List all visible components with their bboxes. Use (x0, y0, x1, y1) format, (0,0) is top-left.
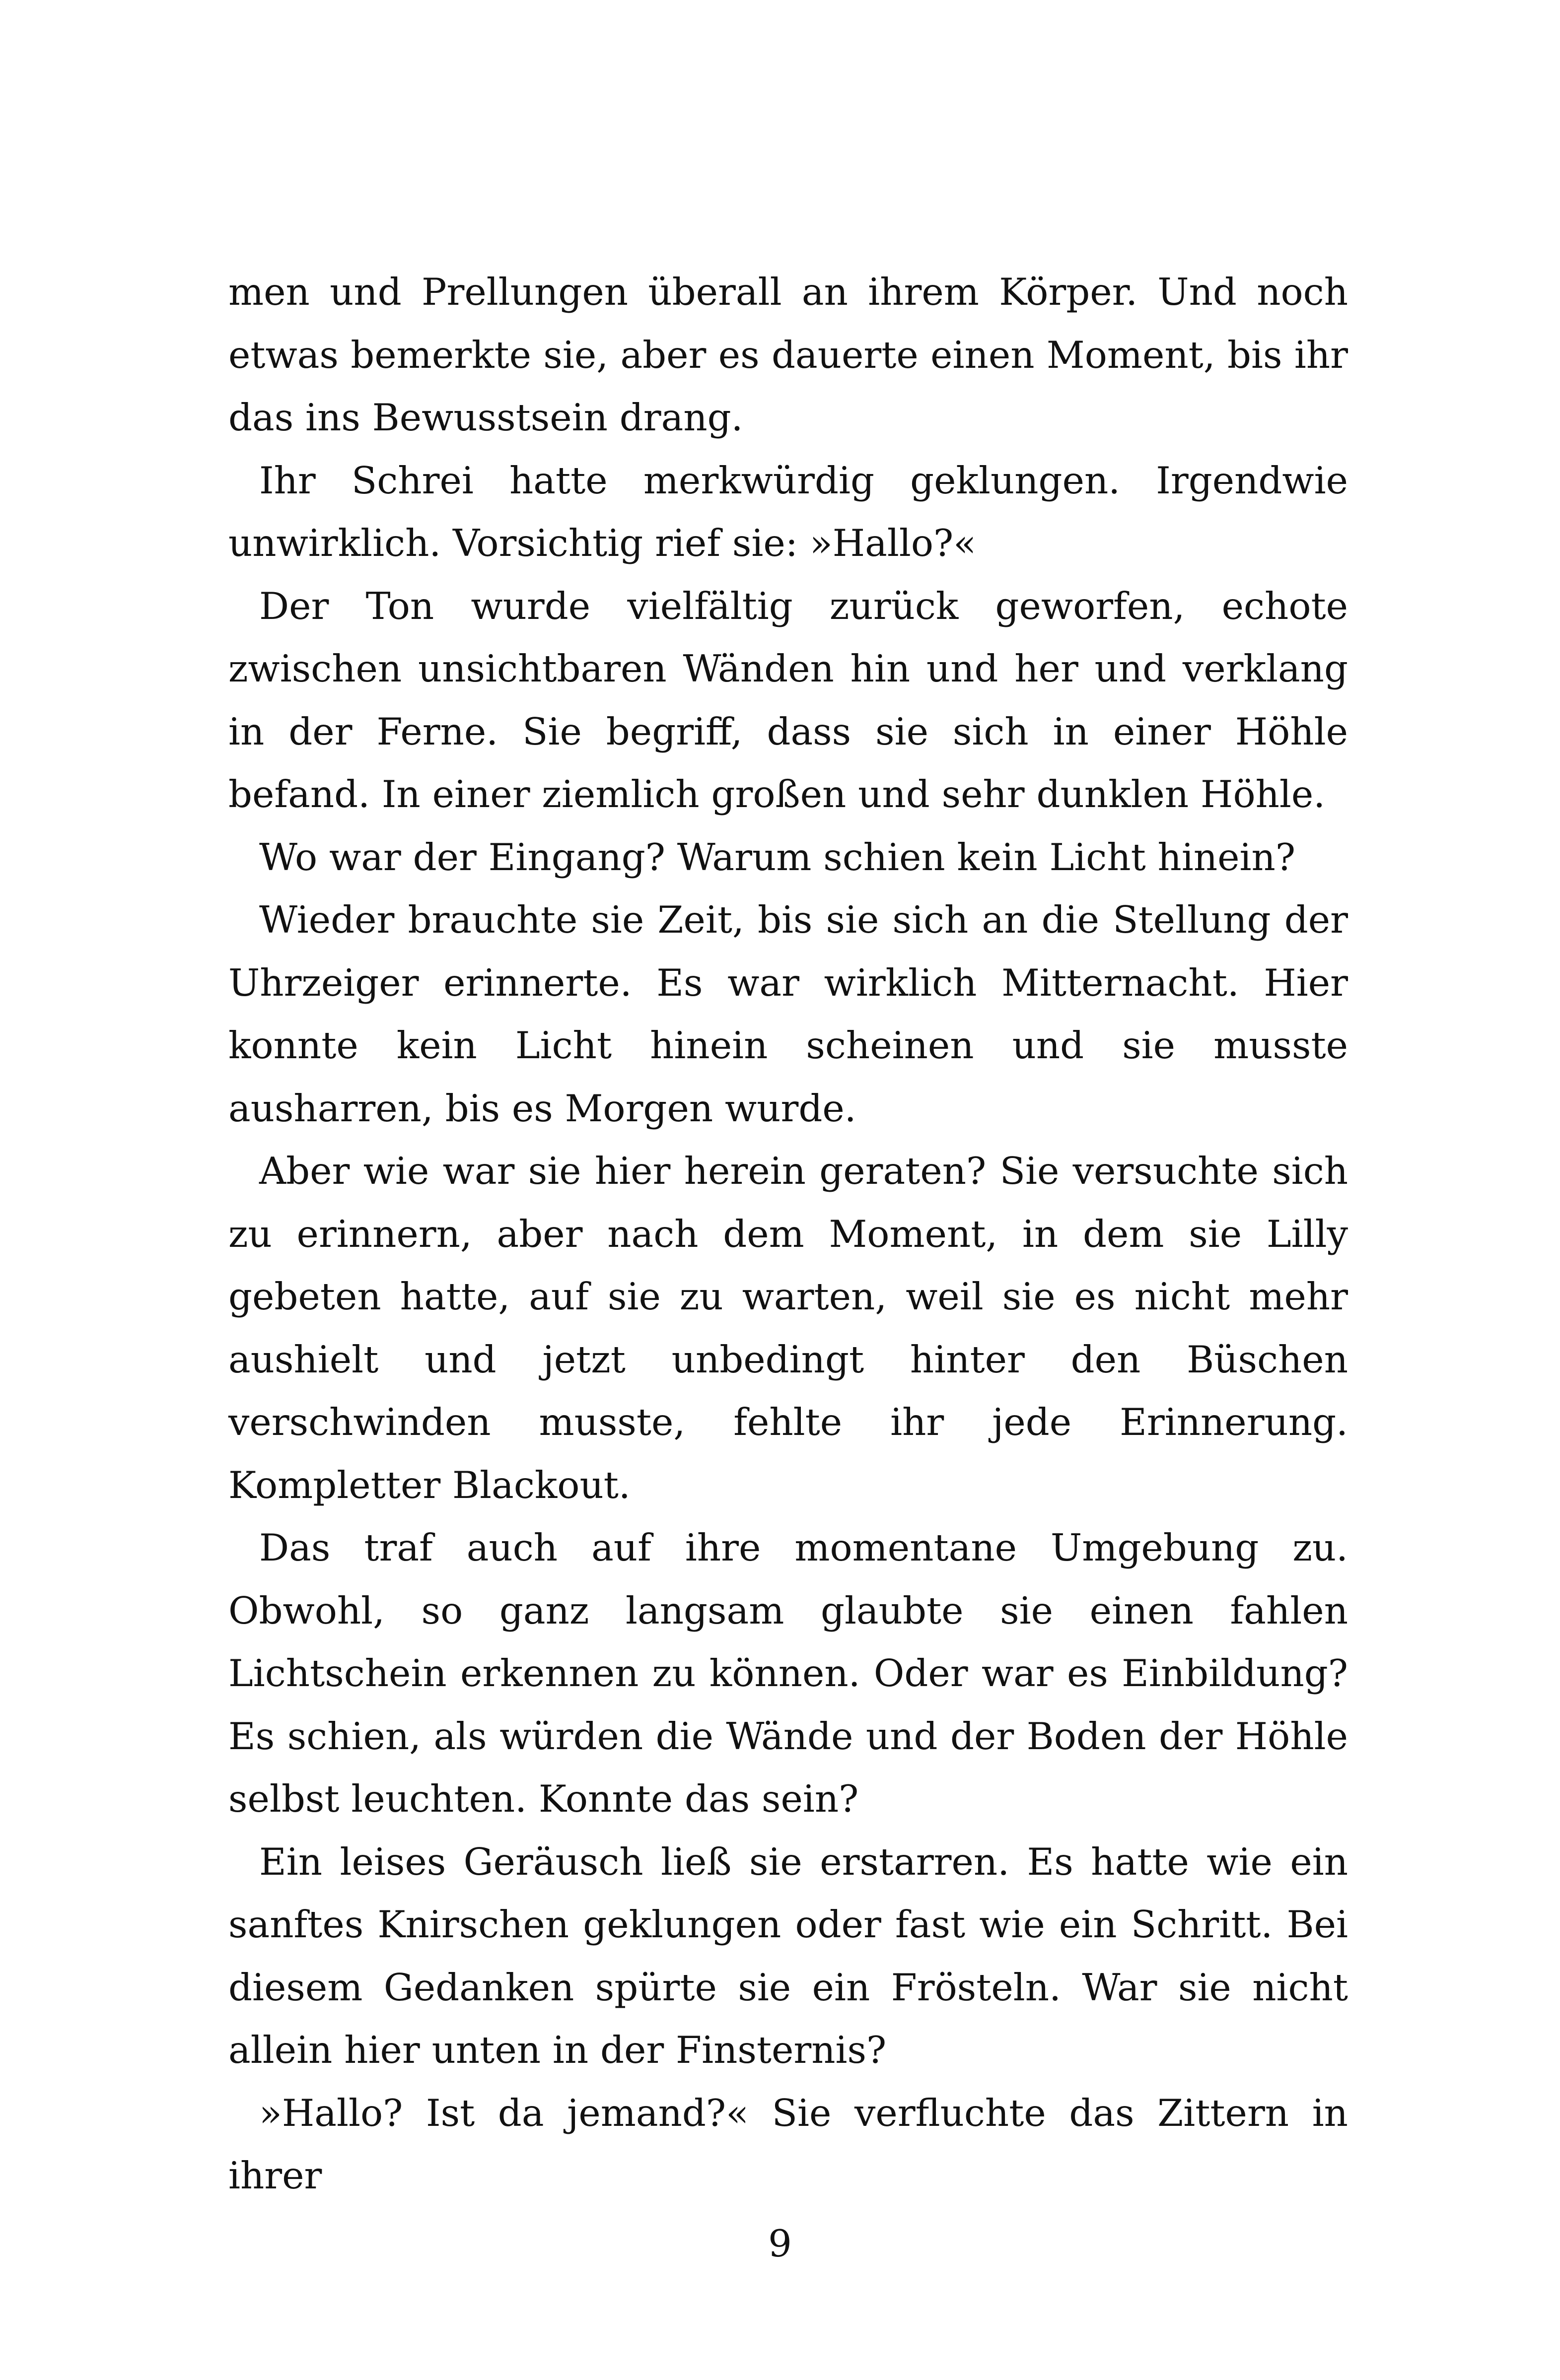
paragraph: Wo war der Eingang? Warum schien kein Licht hinein? (259, 835, 1296, 879)
paragraph: Aber wie war sie hier herein geraten? Sie versuchte sich zu erinnern, aber nach dem Moment, in dem sie Lilly gebeten hatte, auf sie zu warten, weil sie es nicht mehr aushielt und jetzt unbedingt hinter den Büschen verschwinden musste, fehlte ihr jede Erinnerung. Kompletter Blackout. (228, 1149, 1348, 1507)
paragraph: Ein leises Geräusch ließ sie erstarren. Es hatte wie ein sanftes Knirschen geklungen oder fast wie ein Schritt. Bei diesem Gedanken spürte sie ein Frösteln. War sie nicht allein hier unten in der Finsternis? (228, 1839, 1348, 2072)
paragraph: Wieder brauchte sie Zeit, bis sie sich an die Stellung der Uhrzeiger erinnerte. Es war wirklich Mitternacht. Hier konnte kein Licht hinein scheinen und sie musste ausharren, bis es Morgen wurde. (228, 898, 1348, 1130)
paragraph: Der Ton wurde vielfältig zurück geworfen, echote zwischen unsichtbaren Wänden hin und her und verklang in der Ferne. Sie begriff, dass sie sich in einer Höhle befand. In einer ziemlich großen und sehr dunklen Höhle. (228, 584, 1348, 816)
body-text (228, 261, 1348, 2207)
page-number: 9 (768, 2222, 792, 2265)
paragraph: »Hallo? Ist da jemand?« Sie verfluchte das Zittern in ihrer (228, 2091, 1348, 2197)
paragraph: Ihr Schrei hatte merkwürdig geklungen. Irgendwie unwirklich. Vorsichtig rief sie: »Hallo?« (228, 458, 1348, 565)
paragraph: men und Prellungen überall an ihrem Körper. Und noch etwas bemerkte sie, aber es dauerte einen Moment, bis ihr das ins Bewusstsein drang. (228, 270, 1348, 439)
paragraph: Das traf auch auf ihre momentane Umgebung zu. Obwohl, so ganz langsam glaubte sie einen fahlen Lichtschein erkennen zu können. Oder war es Einbildung? Es schien, als würden die Wände und der Boden der Höhle selbst leuchten. Konnte das sein? (228, 1526, 1348, 1821)
